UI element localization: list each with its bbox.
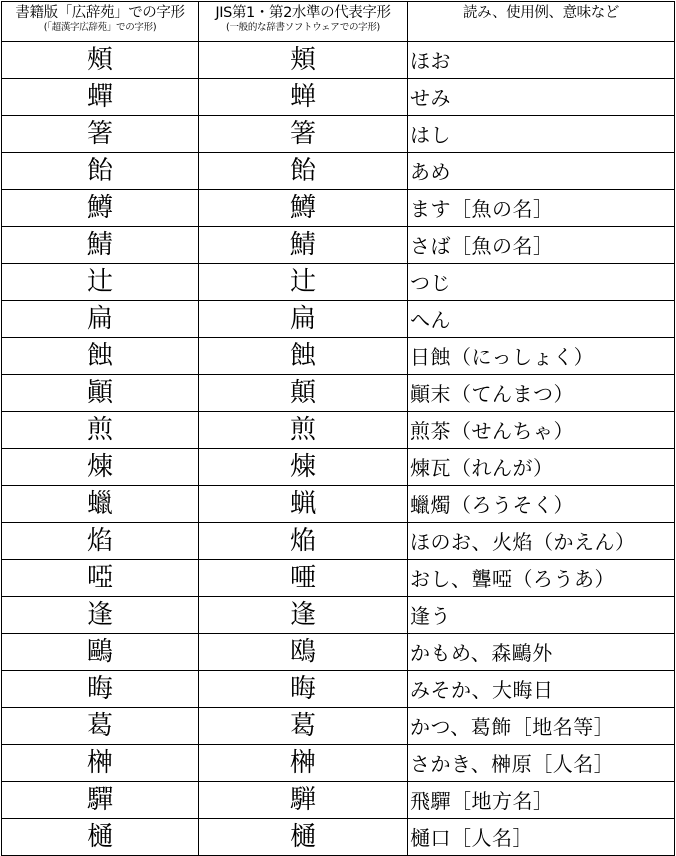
table-row	[2, 819, 675, 856]
jis-glyph-cell: 飴	[199, 153, 408, 190]
book-glyph-cell: 飴	[2, 153, 199, 190]
usage-cell: かもめ、森鷗外	[408, 634, 675, 671]
glyph-comparison-table	[1, 1, 675, 856]
book-glyph-cell: 驒	[2, 782, 199, 819]
header-book-glyph-title: 書籍版「広辞苑」での字形	[15, 5, 185, 21]
book-glyph-cell: 鷗	[2, 634, 199, 671]
jis-glyph-cell: 扁	[199, 301, 408, 338]
header-book-glyph	[2, 2, 199, 42]
book-glyph-cell: 焰	[2, 523, 199, 560]
jis-glyph-cell: 唖	[199, 560, 408, 597]
jis-glyph-cell: 晦	[199, 671, 408, 708]
table-row	[2, 782, 675, 819]
table-row	[2, 264, 675, 301]
book-glyph-cell: 鱒	[2, 190, 199, 227]
usage-cell: 蠟燭（ろうそく）	[408, 486, 675, 523]
jis-glyph-cell: 蝋	[199, 486, 408, 523]
usage-cell: あめ	[408, 153, 675, 190]
table-row	[2, 634, 675, 671]
book-glyph-cell: 啞	[2, 560, 199, 597]
usage-cell: かつ、葛飾［地名等］	[408, 708, 675, 745]
book-glyph-cell: 辻	[2, 264, 199, 301]
jis-glyph-cell: 鱒	[199, 190, 408, 227]
table-row	[2, 338, 675, 375]
header-jis-glyph-title: JIS第1・第2水準の代表字形	[215, 5, 391, 21]
table-row	[2, 745, 675, 782]
usage-cell: 樋口［人名］	[408, 819, 675, 856]
book-glyph-cell: 蟬	[2, 79, 199, 116]
jis-glyph-cell: 榊	[199, 745, 408, 782]
usage-cell: 煎茶（せんちゃ）	[408, 412, 675, 449]
book-glyph-cell: 晦	[2, 671, 199, 708]
header-row	[2, 2, 675, 42]
table-row	[2, 486, 675, 523]
usage-cell: せみ	[408, 79, 675, 116]
jis-glyph-cell: 頬	[199, 42, 408, 79]
table-row	[2, 153, 675, 190]
book-glyph-cell: 蝕	[2, 338, 199, 375]
jis-glyph-cell: 逢	[199, 597, 408, 634]
table-row	[2, 301, 675, 338]
table-body	[2, 42, 675, 856]
jis-glyph-cell: 鴎	[199, 634, 408, 671]
usage-cell: みそか、大晦日	[408, 671, 675, 708]
jis-glyph-cell: 辻	[199, 264, 408, 301]
header-usage-title: 読み、使用例、意味など	[463, 5, 619, 21]
usage-cell: さば［魚の名］	[408, 227, 675, 264]
table-row	[2, 79, 675, 116]
usage-cell: 日蝕（にっしょく）	[408, 338, 675, 375]
table-row	[2, 523, 675, 560]
jis-glyph-cell: 蝉	[199, 79, 408, 116]
jis-glyph-cell: 煎	[199, 412, 408, 449]
jis-glyph-cell: 煉	[199, 449, 408, 486]
book-glyph-cell: 鯖	[2, 227, 199, 264]
usage-cell: おし、聾啞（ろうあ）	[408, 560, 675, 597]
table-row	[2, 375, 675, 412]
header-jis-glyph	[199, 2, 408, 42]
header-usage	[408, 2, 675, 42]
book-glyph-cell: 逢	[2, 597, 199, 634]
jis-glyph-cell: 騨	[199, 782, 408, 819]
usage-cell: つじ	[408, 264, 675, 301]
table-row	[2, 560, 675, 597]
jis-glyph-cell: 顛	[199, 375, 408, 412]
jis-glyph-cell: 葛	[199, 708, 408, 745]
table-row	[2, 42, 675, 79]
usage-cell: 逢う	[408, 597, 675, 634]
book-glyph-cell: 煉	[2, 449, 199, 486]
table-row	[2, 671, 675, 708]
usage-cell: ほのお、火焰（かえん）	[408, 523, 675, 560]
header-book-glyph-note: (「超漢字広辞苑」での字形)	[43, 22, 157, 33]
book-glyph-cell: 榊	[2, 745, 199, 782]
usage-cell: はし	[408, 116, 675, 153]
book-glyph-cell: 蠟	[2, 486, 199, 523]
usage-cell: ほお	[408, 42, 675, 79]
jis-glyph-cell: 焔	[199, 523, 408, 560]
table-row	[2, 412, 675, 449]
book-glyph-cell: 葛	[2, 708, 199, 745]
table-row	[2, 116, 675, 153]
table-row	[2, 190, 675, 227]
book-glyph-cell: 煎	[2, 412, 199, 449]
book-glyph-cell: 顚	[2, 375, 199, 412]
jis-glyph-cell: 箸	[199, 116, 408, 153]
usage-cell: 顚末（てんまつ）	[408, 375, 675, 412]
usage-cell: さかき、榊原［人名］	[408, 745, 675, 782]
header-jis-glyph-note: (一般的な辞書ソフトウェアでの字形)	[226, 22, 380, 33]
book-glyph-cell: 扁	[2, 301, 199, 338]
table-row	[2, 597, 675, 634]
book-glyph-cell: 箸	[2, 116, 199, 153]
book-glyph-cell: 樋	[2, 819, 199, 856]
table-row	[2, 708, 675, 745]
usage-cell: 飛驒［地方名］	[408, 782, 675, 819]
book-glyph-cell: 頰	[2, 42, 199, 79]
table-row	[2, 227, 675, 264]
usage-cell: へん	[408, 301, 675, 338]
jis-glyph-cell: 鯖	[199, 227, 408, 264]
jis-glyph-cell: 樋	[199, 819, 408, 856]
usage-cell: 煉瓦（れんが）	[408, 449, 675, 486]
jis-glyph-cell: 蝕	[199, 338, 408, 375]
usage-cell: ます［魚の名］	[408, 190, 675, 227]
table-row	[2, 449, 675, 486]
